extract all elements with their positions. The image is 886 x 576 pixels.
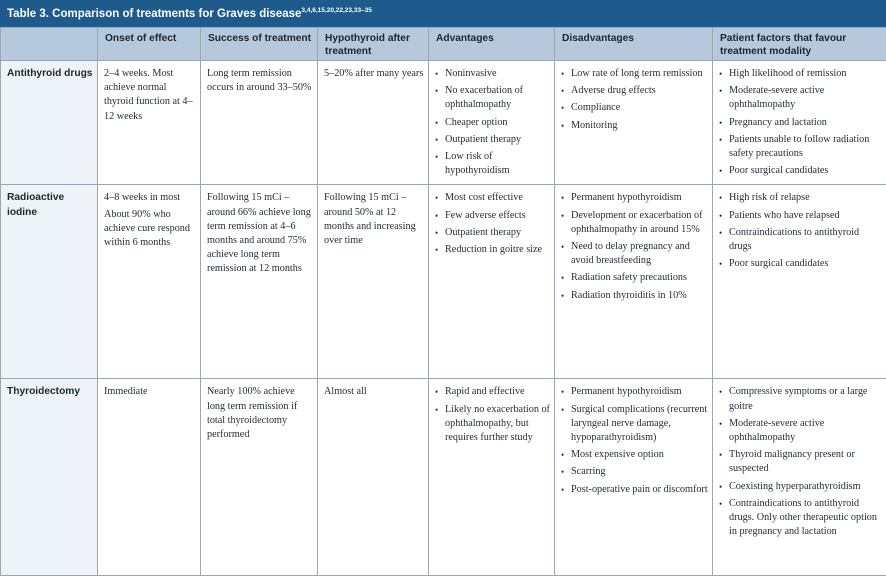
cell-paragraph: Nearly 100% achieve long term remission if total thyroidectomy performed xyxy=(207,385,313,442)
list-item xyxy=(561,84,708,98)
bullet-icon: • xyxy=(561,289,564,303)
list-item-text: Thyroid malignancy present or suspected xyxy=(729,449,855,474)
list-item xyxy=(435,209,550,223)
hypothyroid-cell xyxy=(318,185,429,379)
list-item-text: Rapid and effective xyxy=(445,386,525,397)
list-item-text: Moderate-severe active ophthalmopathy xyxy=(729,85,824,110)
list-item-text: Surgical complications (recurrent laryngeal nerve damage, hypoparathyroidism) xyxy=(571,404,707,443)
list-item xyxy=(561,67,708,81)
bullet-icon: • xyxy=(561,448,564,462)
hypothyroid-cell xyxy=(318,379,429,576)
cell-paragraph: Almost all xyxy=(324,385,424,399)
bullet-list xyxy=(561,385,708,496)
bullet-icon: • xyxy=(719,67,722,81)
header-row xyxy=(1,28,886,61)
list-item-text: Development or exacerbation of ophthalmopathy in around 15% xyxy=(571,210,703,235)
row-header-treatment: Antithyroid drugs xyxy=(1,61,98,185)
bullet-icon: • xyxy=(561,483,564,497)
list-item xyxy=(719,497,882,540)
list-item xyxy=(561,240,708,268)
list-item xyxy=(719,164,882,178)
cell-paragraph: 4–8 weeks in most xyxy=(104,191,196,205)
bullet-icon: • xyxy=(561,84,564,98)
cell-paragraph: Immediate xyxy=(104,385,196,399)
list-item-text: Pregnancy and lactation xyxy=(729,117,827,128)
list-item-text: Noninvasive xyxy=(445,68,497,79)
onset-cell xyxy=(98,379,201,576)
list-item xyxy=(435,243,550,257)
list-item-text: Radiation safety precautions xyxy=(571,272,687,283)
success-cell xyxy=(201,61,318,185)
list-item-text: Compliance xyxy=(571,102,620,113)
bullet-icon: • xyxy=(719,226,722,240)
bullet-icon: • xyxy=(435,84,438,98)
bullet-icon: • xyxy=(435,133,438,147)
bullet-icon: • xyxy=(719,84,722,98)
bullet-list xyxy=(561,67,708,133)
cell-paragraph: About 90% who achieve cure respond within 6 months xyxy=(104,208,196,251)
table-title xyxy=(0,0,886,27)
bullet-icon: • xyxy=(719,191,722,205)
bullet-icon: • xyxy=(719,164,722,178)
list-item xyxy=(719,209,882,223)
list-item-text: Monitoring xyxy=(571,120,617,131)
list-item xyxy=(561,483,708,497)
patient-factors-cell xyxy=(713,61,886,185)
list-item xyxy=(561,191,708,205)
list-item-text: Patients who have relapsed xyxy=(729,210,840,221)
bullet-icon: • xyxy=(561,240,564,254)
patient-factors-cell xyxy=(713,379,886,576)
list-item-text: High likelihood of remission xyxy=(729,68,846,79)
header-cell-success: Success of treatment xyxy=(201,28,318,61)
bullet-icon: • xyxy=(561,101,564,115)
list-item-text: Reduction in goitre size xyxy=(445,244,542,255)
list-item xyxy=(719,385,882,413)
onset-cell xyxy=(98,185,201,379)
list-item xyxy=(435,116,550,130)
bullet-icon: • xyxy=(561,385,564,399)
list-item-text: Patients unable to follow radiation safety precautions xyxy=(729,134,869,159)
list-item-text: Coexisting hyperparathyroidism xyxy=(729,481,861,492)
list-item xyxy=(435,403,550,446)
list-item-text: Moderate-severe active ophthalmopathy xyxy=(729,418,824,443)
bullet-list xyxy=(435,67,550,178)
list-item xyxy=(561,385,708,399)
bullet-icon: • xyxy=(561,271,564,285)
list-item-text: Likely no exacerbation of ophthalmopathy, but requires further study xyxy=(445,404,550,443)
disadvantages-cell xyxy=(555,185,713,379)
header-cell-onset: Onset of effect xyxy=(98,28,201,61)
patient-factors-cell xyxy=(713,185,886,379)
success-cell xyxy=(201,185,318,379)
list-item xyxy=(435,385,550,399)
list-item xyxy=(435,191,550,205)
bullet-icon: • xyxy=(561,465,564,479)
table-title-refs: 3,4,6,15,20,22,23,33–35 xyxy=(301,7,371,14)
table-row xyxy=(1,61,886,185)
bullet-icon: • xyxy=(435,191,438,205)
list-item xyxy=(719,257,882,271)
list-item xyxy=(719,480,882,494)
bullet-icon: • xyxy=(435,243,438,257)
list-item xyxy=(561,101,708,115)
header-cell-treatment xyxy=(1,28,98,61)
bullet-icon: • xyxy=(435,209,438,223)
hypothyroid-cell xyxy=(318,61,429,185)
list-item xyxy=(719,84,882,112)
table-row xyxy=(1,185,886,379)
success-cell xyxy=(201,379,318,576)
header-cell-patient-factors: Patient factors that favour treatment modality xyxy=(713,28,886,61)
list-item-text: Contraindications to antithyroid drugs. Only other therapeutic option in pregnancy and lactation xyxy=(729,498,877,537)
list-item xyxy=(435,84,550,112)
list-item-text: Compressive symptoms or a large goitre xyxy=(729,386,867,411)
cell-paragraph: Long term remission occurs in around 33–50% xyxy=(207,67,313,95)
bullet-icon: • xyxy=(719,209,722,223)
list-item-text: Poor surgical candidates xyxy=(729,165,828,176)
list-item-text: Few adverse effects xyxy=(445,210,526,221)
list-item xyxy=(561,119,708,133)
bullet-icon: • xyxy=(435,385,438,399)
bullet-icon: • xyxy=(719,257,722,271)
list-item xyxy=(561,271,708,285)
list-item-text: Permanent hypothyroidism xyxy=(571,192,682,203)
advantages-cell xyxy=(429,185,555,379)
list-item-text: Most expensive option xyxy=(571,449,664,460)
bullet-icon: • xyxy=(719,133,722,147)
header-cell-disadvantages: Disadvantages xyxy=(555,28,713,61)
disadvantages-cell xyxy=(555,379,713,576)
list-item xyxy=(435,150,550,178)
list-item xyxy=(561,448,708,462)
bullet-list xyxy=(719,191,882,271)
list-item xyxy=(719,133,882,161)
list-item-text: Cheaper option xyxy=(445,117,508,128)
advantages-cell xyxy=(429,61,555,185)
list-item-text: Outpatient therapy xyxy=(445,134,521,145)
bullet-icon: • xyxy=(719,417,722,431)
row-header-treatment: Thyroidectomy xyxy=(1,379,98,576)
list-item-text: Need to delay pregnancy and avoid breastfeeding xyxy=(571,241,690,266)
bullet-icon: • xyxy=(435,403,438,417)
advantages-cell xyxy=(429,379,555,576)
list-item xyxy=(719,417,882,445)
list-item xyxy=(719,67,882,81)
bullet-icon: • xyxy=(435,116,438,130)
bullet-icon: • xyxy=(435,150,438,164)
list-item xyxy=(435,133,550,147)
list-item-text: Contraindications to antithyroid drugs xyxy=(729,227,859,252)
cell-paragraph: 2–4 weeks. Most achieve normal thyroid function at 4–12 weeks xyxy=(104,67,196,124)
row-header-treatment: Radioactive iodine xyxy=(1,185,98,379)
bullet-icon: • xyxy=(561,119,564,133)
list-item-text: Poor surgical candidates xyxy=(729,258,828,269)
list-item-text: No exacerbation of ophthalmopathy xyxy=(445,85,523,110)
bullet-icon: • xyxy=(435,67,438,81)
list-item xyxy=(435,67,550,81)
header-cell-advantages: Advantages xyxy=(429,28,555,61)
list-item-text: High risk of relapse xyxy=(729,192,810,203)
list-item-text: Radiation thyroiditis in 10% xyxy=(571,290,687,301)
bullet-icon: • xyxy=(719,385,722,399)
list-item xyxy=(719,448,882,476)
list-item xyxy=(435,226,550,240)
list-item-text: Permanent hypothyroidism xyxy=(571,386,682,397)
table-row xyxy=(1,379,886,576)
bullet-icon: • xyxy=(561,67,564,81)
disadvantages-cell xyxy=(555,61,713,185)
list-item xyxy=(719,116,882,130)
bullet-icon: • xyxy=(719,480,722,494)
list-item-text: Outpatient therapy xyxy=(445,227,521,238)
bullet-icon: • xyxy=(719,116,722,130)
cell-paragraph: Following 15 mCi – around 66% achieve long term remission at 4–6 months and around 75% achieve long term remission at 12 months xyxy=(207,191,313,276)
cell-paragraph: 5–20% after many years xyxy=(324,67,424,81)
list-item xyxy=(561,403,708,446)
bullet-list xyxy=(719,385,882,539)
list-item-text: Post-operative pain or discomfort xyxy=(571,484,708,495)
bullet-icon: • xyxy=(561,403,564,417)
bullet-icon: • xyxy=(719,448,722,462)
bullet-icon: • xyxy=(561,209,564,223)
list-item xyxy=(561,289,708,303)
bullet-list xyxy=(561,191,708,302)
comparison-table xyxy=(0,27,886,576)
bullet-list xyxy=(719,67,882,178)
list-item xyxy=(719,191,882,205)
list-item-text: Most cost effective xyxy=(445,192,523,203)
bullet-list xyxy=(435,191,550,257)
bullet-icon: • xyxy=(435,226,438,240)
list-item xyxy=(561,465,708,479)
header-cell-hypothyroid: Hypothyroid after treatment xyxy=(318,28,429,61)
list-item xyxy=(561,209,708,237)
list-item-text: Low risk of hypothyroidism xyxy=(445,151,510,176)
onset-cell xyxy=(98,61,201,185)
bullet-icon: • xyxy=(719,497,722,511)
bullet-icon: • xyxy=(561,191,564,205)
list-item-text: Scarring xyxy=(571,466,606,477)
list-item-text: Low rate of long term remission xyxy=(571,68,703,79)
bullet-list xyxy=(435,385,550,445)
table-title-text: Table 3. Comparison of treatments for Graves disease xyxy=(7,8,301,20)
cell-paragraph: Following 15 mCi – around 50% at 12 months and increasing over time xyxy=(324,191,424,248)
list-item xyxy=(719,226,882,254)
list-item-text: Adverse drug effects xyxy=(571,85,656,96)
